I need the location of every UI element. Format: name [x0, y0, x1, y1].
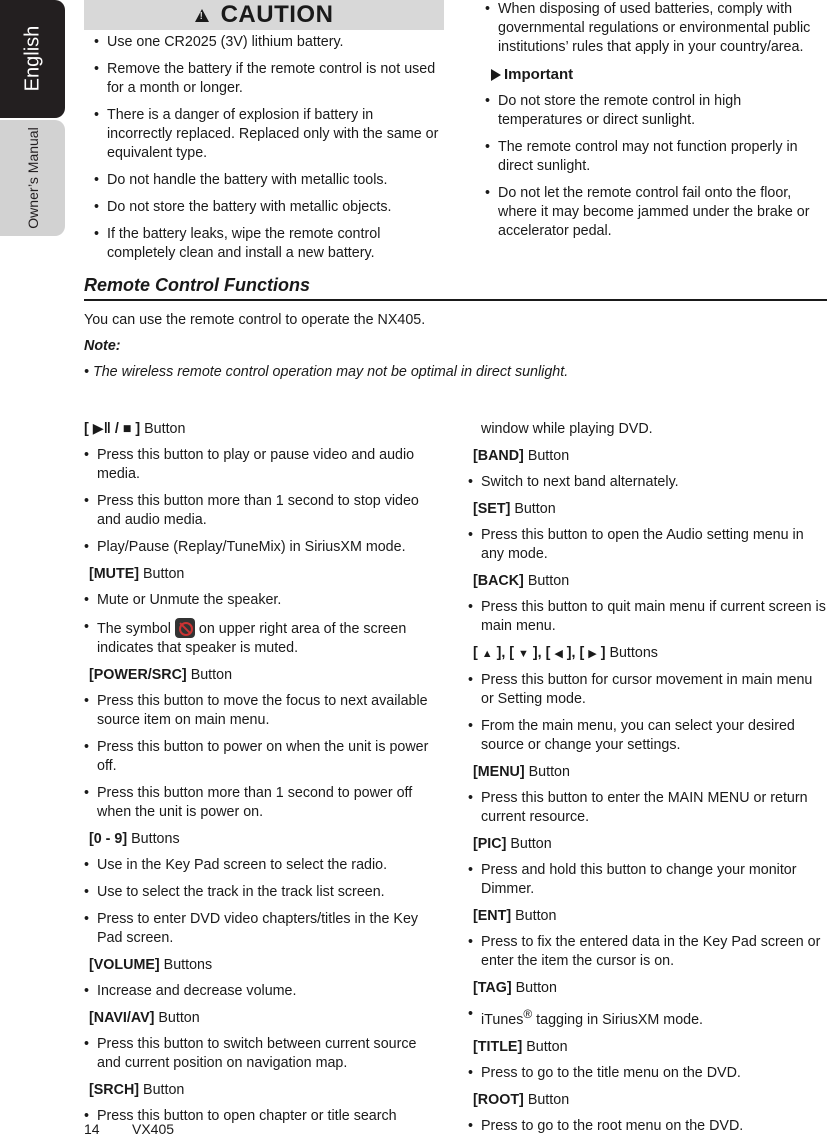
tag-item	[468, 1005, 826, 1030]
disposal-note: • When disposing of used batteries, comply with governmental regulations or environmental public institutions’ rules that apply in your country/area.	[485, 0, 825, 57]
manual-tab-label: Owner’s Manual	[25, 127, 41, 229]
note-text-content: The wireless remote control operation may not be optimal in direct sunlight.	[92, 364, 569, 380]
tag-item-pre: iTunes	[481, 1011, 524, 1028]
volume-heading	[89, 956, 440, 975]
mute-item	[84, 618, 440, 658]
menu-name: [MENU]	[473, 764, 525, 780]
back-suffix: Button	[527, 573, 570, 589]
right-top-column	[485, 0, 825, 249]
arrows-item: • Press this button for cursor movement in main menu or Setting mode.	[468, 671, 826, 709]
pic-suffix: Button	[510, 836, 552, 852]
stop-icon: ■	[122, 421, 132, 437]
mute-symbol-post: on upper right area of the screen indicates that speaker is muted.	[97, 621, 407, 656]
tag-name: [TAG]	[473, 980, 512, 996]
important-item: • The remote control may not function properly in direct sunlight.	[485, 138, 825, 176]
power-suffix: Button	[190, 667, 233, 683]
ent-name: [ENT]	[473, 908, 512, 924]
band-suffix: Button	[527, 448, 570, 464]
navi-item: • Press this button to switch between current source and current position on navigation map.	[84, 1035, 440, 1073]
digits-heading	[89, 830, 440, 849]
caution-item: • Use one CR2025 (3V) lithium battery.	[94, 33, 439, 52]
section-title: Remote Control Functions	[84, 275, 310, 295]
digits-suffix: Buttons	[131, 831, 180, 847]
root-item: • Press to go to the root menu on the DVD.	[468, 1117, 826, 1136]
caution-item: • There is a danger of explosion if battery in incorrectly replaced. Replaced only with the same or equivalent type.	[94, 106, 439, 163]
digits-item: • Use in the Key Pad screen to select the radio.	[84, 856, 440, 875]
back-heading	[473, 572, 826, 591]
tag-suffix: Button	[515, 980, 557, 996]
srch-heading	[89, 1081, 440, 1100]
tag-item-sup: ®	[523, 1007, 533, 1021]
arrow-left-icon: ◀	[554, 648, 563, 660]
root-heading	[473, 1091, 826, 1110]
set-suffix: Button	[514, 501, 556, 517]
power-item: • Press this button to move the focus to next available source item on main menu.	[84, 692, 440, 730]
pic-name: [PIC]	[473, 836, 507, 852]
important-heading	[491, 65, 825, 84]
title-name: [TITLE]	[473, 1038, 523, 1055]
root-suffix: Button	[527, 1091, 570, 1108]
caution-item: • Remove the battery if the remote control is not used for a month or longer.	[94, 60, 439, 98]
power-item: • Press this button more than 1 second to power off when the unit is power on.	[84, 784, 440, 822]
ent-item: • Press to fix the entered data in the Key Pad screen or enter the item the cursor is on.	[468, 933, 826, 971]
menu-suffix: Button	[528, 764, 570, 780]
mute-suffix: Button	[143, 566, 185, 582]
play-item: • Press this button to play or pause video and audio media.	[84, 446, 440, 484]
arrows-suffix: Buttons	[609, 645, 658, 661]
power-name: [POWER/SRC]	[89, 667, 187, 683]
mute-item: • Mute or Unmute the speaker.	[84, 591, 440, 610]
arrow-right-icon	[491, 69, 501, 81]
band-heading	[473, 447, 826, 466]
play-item: • Play/Pause (Replay/TuneMix) in SiriusXM mode.	[84, 538, 440, 557]
volume-item: • Increase and decrease volume.	[84, 982, 440, 1001]
caution-title: CAUTION	[220, 1, 334, 28]
play-item: • Press this button more than 1 second to stop video and audio media.	[84, 492, 440, 530]
mute-heading	[89, 565, 440, 584]
tag-heading	[473, 979, 826, 998]
note-label: Note:	[84, 338, 121, 354]
caution-list	[84, 33, 439, 271]
section-divider	[84, 299, 827, 301]
srch-item: • Press this button to open chapter or title search	[84, 1107, 440, 1126]
play-heading: [ ▶‖ / ■ ] Button	[84, 421, 186, 437]
set-heading	[473, 500, 826, 519]
pic-heading	[473, 835, 826, 854]
arrow-up-icon: ▲	[481, 648, 493, 660]
warning-icon: !	[195, 9, 209, 22]
caution-item: • Do not store the battery with metallic objects.	[94, 198, 439, 217]
title-heading	[473, 1038, 826, 1057]
set-name: [SET]	[473, 501, 511, 517]
navi-suffix: Button	[158, 1010, 200, 1026]
set-item: • Press this button to open the Audio setting menu in any mode.	[468, 526, 826, 564]
tag-item-post: tagging in SiriusXM mode.	[532, 1011, 704, 1028]
power-item: • Press this button to power on when the unit is power off.	[84, 738, 440, 776]
navi-name: [NAVI/AV]	[89, 1010, 155, 1026]
ent-heading	[473, 907, 826, 926]
back-item: • Press this button to quit main menu if current screen is main menu.	[468, 598, 826, 636]
navi-heading	[89, 1009, 440, 1028]
language-tab	[0, 0, 65, 118]
page-number: 14	[84, 1121, 100, 1137]
caution-item: • If the battery leaks, wipe the remote control completely clean and install a new battery.	[94, 225, 439, 263]
important-label: Important	[504, 66, 574, 83]
important-item: • Do not store the remote control in high temperatures or direct sunlight.	[485, 92, 825, 130]
power-heading	[89, 666, 440, 685]
digits-item: • Press to enter DVD video chapters/titles in the Key Pad screen.	[84, 910, 440, 948]
play-suffix: Button	[144, 421, 186, 437]
mute-name: [MUTE]	[89, 566, 140, 582]
pic-item: • Press and hold this button to change your monitor Dimmer.	[468, 861, 826, 899]
ent-suffix: Button	[515, 908, 557, 924]
volume-suffix: Buttons	[163, 957, 213, 973]
manual-tab	[0, 120, 65, 236]
band-item: • Switch to next band alternately.	[468, 473, 826, 492]
root-name: [ROOT]	[473, 1091, 524, 1108]
right-column	[468, 420, 826, 1144]
volume-name: [VOLUME]	[89, 957, 160, 973]
menu-heading	[473, 763, 826, 782]
title-suffix: Button	[526, 1038, 568, 1055]
back-name: [BACK]	[473, 573, 524, 589]
mute-symbol-pre: The symbol	[97, 621, 171, 637]
arrows-heading: [ ▲ ], [ ▼ ], [ ◀ ], [ ▶ ] Buttons	[473, 645, 658, 661]
arrow-down-icon: ▼	[518, 648, 529, 660]
srch-name: [SRCH]	[89, 1082, 140, 1098]
digits-item: • Use to select the track in the track list screen.	[84, 883, 440, 902]
srch-item-continued: window while playing DVD.	[481, 421, 653, 437]
caution-item: • Do not handle the battery with metallic tools.	[94, 171, 439, 190]
band-name: [BAND]	[473, 448, 524, 464]
arrows-item: • From the main menu, you can select your desired source or change your settings.	[468, 717, 826, 755]
note-text: • The wireless remote control operation may not be optimal in direct sunlight.	[84, 364, 569, 380]
caution-header	[84, 0, 444, 30]
section-intro: You can use the remote control to operate the NX405.	[84, 312, 426, 328]
play-pause-icon: ▶‖	[92, 421, 111, 437]
left-column	[84, 420, 440, 1134]
important-item: • Do not let the remote control fail onto the floor, where it may become jammed under the brake or accelerator pedal.	[485, 184, 825, 241]
title-item: • Press to go to the title menu on the DVD.	[468, 1064, 826, 1083]
digits-name: [0 - 9]	[89, 831, 128, 847]
mute-symbol-icon	[175, 618, 195, 638]
model-name: VX405	[132, 1121, 175, 1137]
srch-suffix: Button	[143, 1082, 185, 1098]
menu-item: • Press this button to enter the MAIN MENU or return current resource.	[468, 789, 826, 827]
arrow-right-icon: ▶	[588, 648, 597, 660]
language-tab-label: English	[21, 25, 44, 92]
